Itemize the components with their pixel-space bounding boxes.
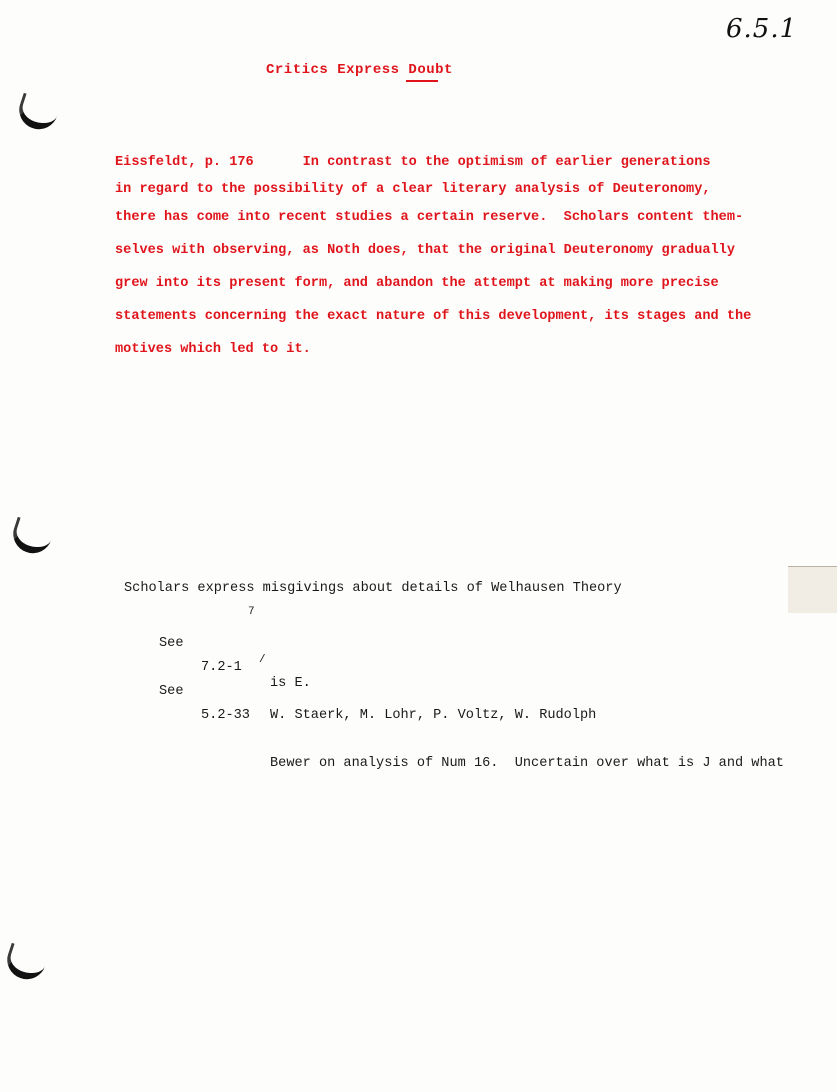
note-line-7: motives which led to it.	[115, 342, 311, 357]
note-line-1: Eissfeldt, p. 176 In contrast to the optimism of earlier generations	[115, 155, 711, 170]
page-number: 6.5.1	[726, 14, 798, 44]
note-title	[266, 62, 453, 78]
reference-text-continued: is E.	[270, 676, 311, 691]
binder-hole-shadow-top	[14, 93, 61, 135]
binder-hole-shadow-bottom	[2, 943, 49, 985]
note-line-2: in regard to the possibility of a clear literary analysis of Deuteronomy,	[115, 182, 711, 197]
note-line-6: statements concerning the exact nature of this development, its stages and the	[115, 309, 752, 324]
title-underline-mark	[406, 80, 438, 82]
see-label: See	[159, 684, 184, 699]
reference-text: Bewer on analysis of Num 16. Uncertain over what is J and what	[270, 756, 784, 771]
reference-mark: 7	[248, 606, 255, 618]
note-line-5: grew into its present form, and abandon the attempt at making more precise	[115, 276, 719, 291]
reference-mark: /	[259, 654, 266, 666]
note-line-4: selves with observing, as Noth does, that the original Deuteronomy gradually	[115, 243, 735, 258]
reference-number: 5.2-33	[201, 708, 250, 723]
paper-edge-strip	[788, 566, 837, 613]
misgivings-heading: Scholars express misgivings about details of Welhausen Theory	[124, 581, 622, 596]
reference-text: W. Staerk, M. Lohr, P. Voltz, W. Rudolph	[270, 708, 597, 723]
binder-hole-shadow-middle	[8, 517, 55, 559]
note-line-3: there has come into recent studies a certain reserve. Scholars content them-	[115, 210, 744, 225]
note-title-text: Critics Express Doubt	[266, 62, 453, 78]
black-typed-note	[124, 576, 824, 771]
red-typed-note	[115, 146, 795, 366]
reference-number: 7.2-1	[201, 660, 242, 675]
see-label: See	[159, 636, 184, 651]
